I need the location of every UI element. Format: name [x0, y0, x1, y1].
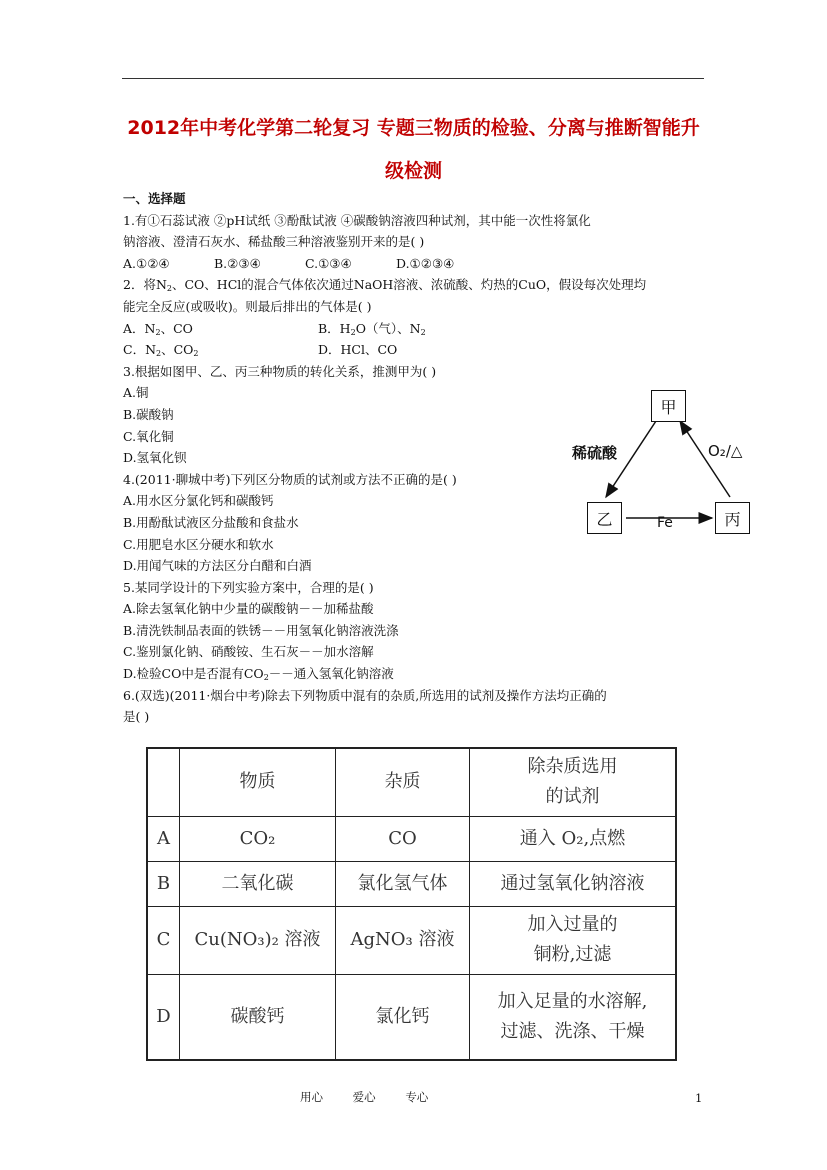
row-substance: 碳酸钙: [180, 974, 336, 1060]
q3-option-b: B.碳酸钠: [123, 406, 174, 422]
row-substance: 二氧化碳: [180, 861, 336, 906]
header-substance: 物质: [180, 748, 336, 816]
q2-stem-line2: 能完全反应(或吸收)。则最后排出的气体是( ): [123, 298, 372, 314]
header-reagent: 除杂质选用 的试剂: [470, 748, 677, 816]
q1-options: [123, 253, 708, 275]
row-reagent: 加入足量的水溶解, 过滤、洗涤、干燥: [470, 974, 677, 1060]
q4-stem: 4.(2011·聊城中考)下列区分物质的试剂或方法不正确的是( ): [123, 471, 457, 487]
page-number: 1: [695, 1091, 703, 1105]
document-title-line2: 级检测: [384, 160, 442, 182]
q3-option-d: D.氢氧化钡: [123, 450, 187, 466]
table-row: [147, 816, 676, 861]
label-iron: Fe: [657, 515, 673, 531]
q1-option-a: A.①②④: [123, 255, 170, 271]
header-rule: [122, 78, 704, 79]
document-title-line1: 2012年中考化学第二轮复习 专题三物质的检验、分离与推断智能升: [127, 117, 700, 139]
q2-option-b: B．$H_2O$（气）、$N_2$: [318, 320, 426, 337]
q1-stem-line2: 钠溶液、澄清石灰水、稀盐酸三种溶液鉴别开来的是( ): [123, 234, 425, 250]
q2-options-ab: [123, 318, 708, 340]
row-reagent: 通过氢氧化钠溶液: [470, 861, 677, 906]
q4-option-c: C.用肥皂水区分硬水和软水: [123, 536, 274, 552]
row-label: B: [147, 861, 180, 906]
box-jia: 甲: [651, 390, 686, 422]
q6-stem-line2: 是( ): [123, 709, 150, 725]
label-dilute-sulfuric-acid: 稀硫酸: [572, 444, 618, 462]
footer-item: 用心: [300, 1090, 323, 1104]
q5-option-b: B.清洗铁制品表面的铁锈－－用氢氧化钠溶液洗涤: [123, 622, 399, 638]
q4-option-d: D.用闻气味的方法区分白醋和白酒: [123, 558, 312, 574]
row-reagent: 加入过量的 铜粉,过滤: [470, 906, 677, 974]
page-footer: [300, 1089, 454, 1105]
impurity-table: [146, 747, 677, 1061]
table-header-row: [147, 748, 676, 816]
q1-option-b: B.②③④: [214, 255, 261, 271]
row-label: A: [147, 816, 180, 861]
row-substance: CO₂: [180, 816, 336, 861]
q1-stem-line1: 1.有①石蕊试液 ②pH试纸 ③酚酞试液 ④碳酸钠溶液四种试剂，其中能一次性将氯化: [123, 212, 591, 228]
table-row: [147, 974, 676, 1060]
q3-option-a: A.铜: [123, 385, 149, 401]
q5-option-c: C.鉴别氯化钠、硝酸铵、生石灰－－加水溶解: [123, 644, 374, 660]
box-bing: 丙: [715, 502, 750, 534]
q2-options-cd: [123, 339, 708, 361]
q1-option-c: C.①③④: [305, 255, 352, 271]
conversion-diagram: [570, 385, 770, 545]
q3-stem: 3.根据如图甲、乙、丙三种物质的转化关系，推测甲为( ): [123, 363, 437, 379]
footer-item: 爱心: [352, 1090, 376, 1104]
header-impurity: 杂质: [336, 748, 470, 816]
table-row: [147, 861, 676, 906]
footer-item: 专心: [405, 1090, 429, 1104]
section-heading: 一、选择题: [123, 191, 186, 206]
q4-option-b: B.用酚酞试液区分盐酸和食盐水: [123, 514, 299, 530]
q2-option-c: C．$N_2$、$CO_2$: [123, 342, 199, 359]
q5-stem: 5.某同学设计的下列实验方案中，合理的是( ): [123, 579, 374, 595]
q5-option-d: D.检验CO中是否混有$CO_2--$通入氢氧化钠溶液: [123, 666, 394, 683]
q4-option-a: A.用水区分氯化钙和碳酸钙: [123, 493, 274, 509]
row-reagent: 通入 O₂,点燃: [470, 816, 677, 861]
row-label: C: [147, 906, 180, 974]
row-impurity: CO: [336, 816, 470, 861]
q5-option-a: A.除去氢氧化钠中少量的碳酸钠－－加稀盐酸: [123, 601, 374, 617]
q2-option-d: D．HCl、CO: [318, 342, 398, 358]
row-impurity: 氯化钙: [336, 974, 470, 1060]
q6-stem-line1: 6.(双选)(2011·烟台中考)除去下列物质中混有的杂质,所选用的试剂及操作方法均正确的: [123, 687, 607, 703]
q2-stem-line1: 2．将$N_2$、CO、HCl的混合气体依次通过NaOH溶液、浓硫酸、灼热的CuO，假设每次处理均: [123, 277, 647, 294]
row-substance: Cu(NO₃)₂ 溶液: [180, 906, 336, 974]
header-blank: [147, 748, 180, 816]
label-oxygen-heat: O₂/△: [708, 442, 743, 460]
q1-option-d: D.①②③④: [396, 255, 455, 271]
table-row: [147, 906, 676, 974]
row-label: D: [147, 974, 180, 1060]
row-impurity: AgNO₃ 溶液: [336, 906, 470, 974]
q3-option-c: C.氧化铜: [123, 428, 174, 444]
box-yi: 乙: [587, 502, 622, 534]
row-impurity: 氯化氢气体: [336, 861, 470, 906]
q2-option-a: A．$N_2$、CO: [123, 320, 193, 337]
